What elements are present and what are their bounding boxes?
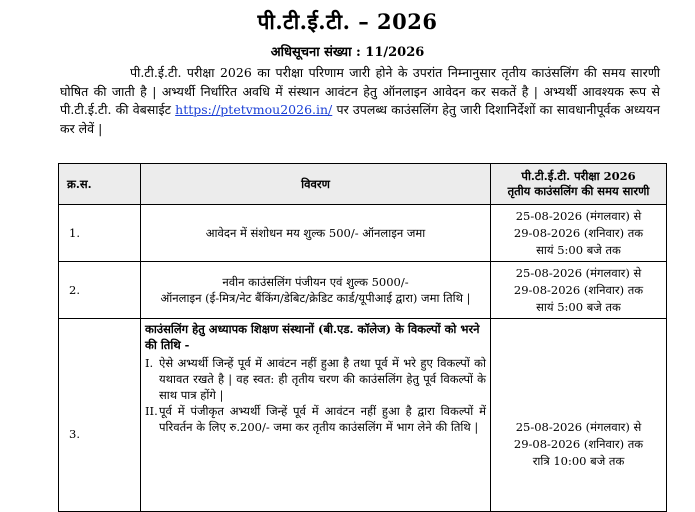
- schedule-time: रात्रि 10:00 बजे तक: [532, 453, 625, 468]
- row-sno: 2.: [59, 262, 141, 319]
- schedule-start: 25-08-2026 (मंगलवार) से: [515, 419, 642, 434]
- table-row: [59, 205, 667, 262]
- website-link[interactable]: https://ptetvmou2026.in/: [175, 102, 333, 117]
- header-schedule-line2: तृतीय काउंसलिंग की समय सारणी: [507, 184, 650, 198]
- notice-number: अधिसूचना संख्या : 11/2026: [270, 45, 425, 60]
- table-row: [59, 319, 667, 512]
- schedule-time: सायं 5:00 बजे तक: [536, 299, 621, 314]
- row-detail: [141, 319, 491, 512]
- row-schedule: [491, 319, 667, 512]
- schedule-end: 29-08-2026 (शनिवार) तक: [513, 225, 644, 240]
- schedule-end: 29-08-2026 (शनिवार) तक: [513, 282, 644, 297]
- table-row: [59, 262, 667, 319]
- header-detail: विवरण: [141, 164, 491, 205]
- list-item-text: ऐसे अभ्यर्थी जिन्हें पूर्व में आवंटन नहीं हुआ है तथा पूर्व में भरे हुए विकल्पों को यथावत रखते है | वह स्वत: ही तृतीय चरण की काउंसलिंग हेतु पूर्व विकल्पों के साथ पात्र होंगे |: [159, 356, 486, 402]
- table-header-row: [59, 164, 667, 205]
- list-item: [145, 355, 486, 403]
- list-item: [145, 403, 486, 435]
- schedule-start: 25-08-2026 (मंगलवार) से: [515, 265, 642, 280]
- schedule-time: सायं 5:00 बजे तक: [536, 242, 621, 257]
- row-schedule: [491, 205, 667, 262]
- row-detail-heading: काउंसलिंग हेतु अध्यापक शिक्षण संस्थानों (बी.एड. कॉलेज) के विकल्पों को भरने की तिथि -: [145, 322, 480, 352]
- row-detail-line2: ऑनलाइन (ई-मित्र/नेट बैंकिंग/डेबिट/क्रेडिट कार्ड/यूपीआई द्वारा) जमा तिथि |: [160, 291, 471, 305]
- row-sno: 3.: [59, 319, 141, 512]
- notice-title: पी.टी.ई.टी. – 2026: [257, 9, 438, 34]
- row-detail-line1: नवीन काउंसलिंग पंजीयन एवं शुल्क 5000/-: [222, 275, 409, 289]
- schedule-end: 29-08-2026 (शनिवार) तक: [513, 436, 644, 451]
- header-schedule-line1: पी.टी.ई.टी. परीक्षा 2026: [521, 169, 636, 183]
- row-schedule: [491, 262, 667, 319]
- row-detail-list: [145, 355, 486, 435]
- intro-text-after-link: पर उपलब्ध काउंसलिंग हेतु जारी दिशानिर्देशों का सावधानीपूर्वक अध्ययन कर लेवें |: [60, 102, 660, 136]
- row-detail: [141, 262, 491, 319]
- row-sno: 1.: [59, 205, 141, 262]
- header-schedule: [491, 164, 667, 205]
- list-item-number: II.: [145, 404, 158, 418]
- row-detail: आवेदन में संशोधन मय शुल्क 500/- ऑनलाइन जमा: [141, 205, 491, 262]
- schedule-start: 25-08-2026 (मंगलवार) से: [515, 208, 642, 223]
- intro-paragraph: [60, 64, 660, 138]
- schedule-table: [58, 163, 667, 512]
- list-item-number: I.: [145, 356, 154, 370]
- intro-text-before-link: पी.टी.ई.टी. परीक्षा 2026 का परीक्षा परिणाम जारी होने के उपरांत निम्नानुसार तृतीय काउंसलिंग की समय सारणी घोषित की जाती है | अभ्यर्थी निर्धारित अवधि में संस्थान आवंटन हेतु ऑनलाइन आवेदन कर सकतें है | अभ्यर्थी आवश्यक रूप से पी.टी.ई.टी. की वेबसाईट: [60, 65, 660, 117]
- header-sno: क्र.स.: [59, 164, 141, 205]
- list-item-text: पूर्व में पंजीकृत अभ्यर्थी जिन्हें पूर्व में आवंटन नहीं हुआ है द्वारा विकल्पों में परिवर्तन के लिए रु.200/- जमा कर तृतीय काउंसलिंग में भाग लेने की तिथि |: [159, 404, 486, 434]
